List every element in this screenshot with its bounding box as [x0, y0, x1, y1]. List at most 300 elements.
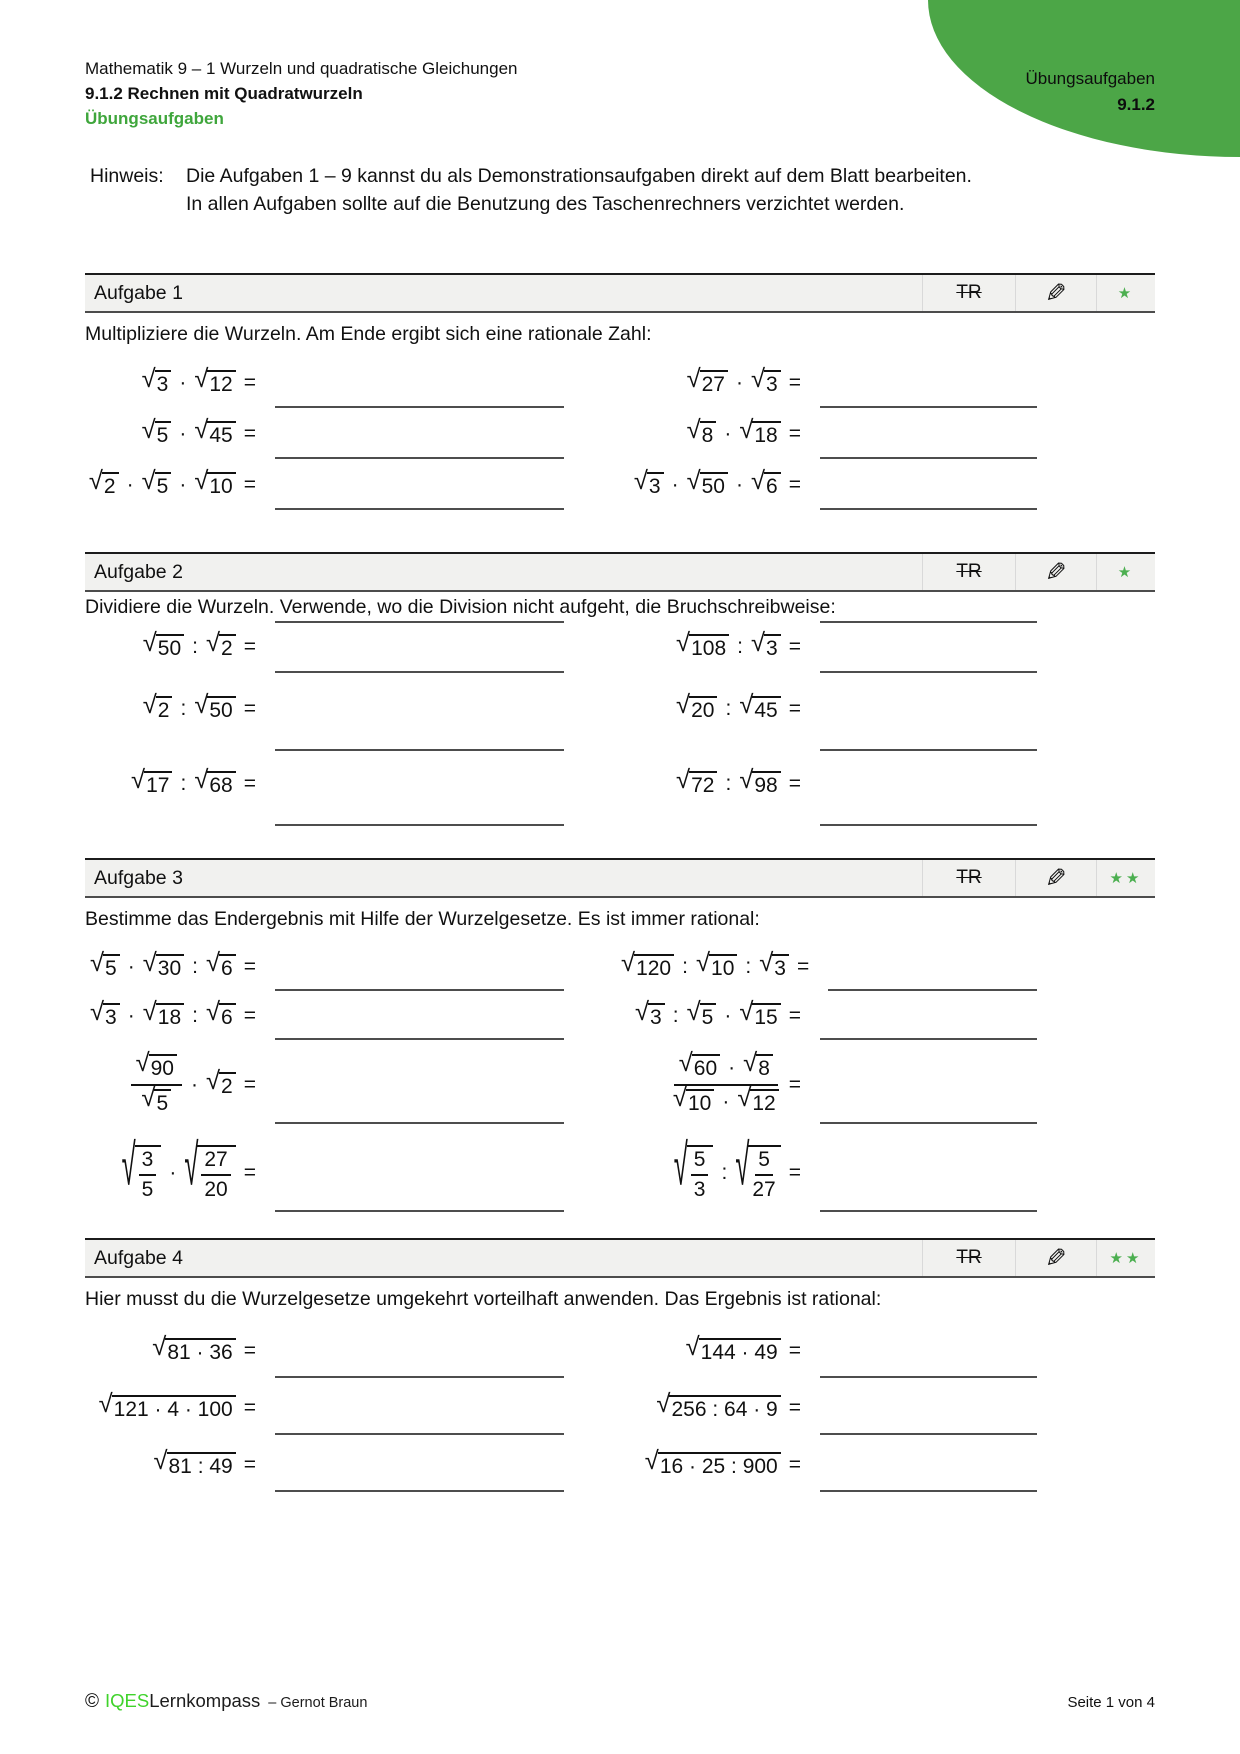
radicand: 50 — [700, 472, 728, 499]
math-expression — [620, 998, 808, 1030]
math-expression — [85, 1049, 263, 1115]
no-calculator-cell — [922, 554, 1015, 590]
section-aufgabe-1 — [85, 273, 1155, 511]
math-expression — [620, 628, 808, 661]
corner-badge-text — [1025, 66, 1155, 119]
fraction — [752, 1148, 775, 1201]
exercise-cell — [620, 747, 1155, 822]
answer-line — [820, 1490, 1037, 1492]
equals-sign: = — [788, 1004, 801, 1028]
math-expression — [620, 691, 808, 723]
math-expression — [85, 628, 263, 661]
math-expression — [620, 1333, 808, 1365]
operator-sign: : — [725, 697, 732, 721]
radical-icon: √ — [678, 1049, 693, 1078]
exercise-cell — [85, 622, 620, 672]
denominator: 3 — [693, 1177, 706, 1201]
sqrt-expression — [142, 998, 184, 1030]
math-expression — [85, 1134, 263, 1201]
exercise-row — [85, 460, 1155, 511]
sqrt-expression — [750, 365, 781, 397]
sqrt-expression — [672, 1084, 714, 1116]
exercise-row — [85, 747, 1155, 822]
radicand — [197, 1145, 235, 1201]
operator-sign: · — [735, 473, 743, 497]
radical-icon: √ — [739, 691, 754, 720]
radicand — [135, 1145, 162, 1201]
math-expression — [85, 691, 263, 723]
exercise-cell — [85, 460, 620, 511]
difficulty-cell — [1096, 554, 1155, 590]
operator-sign: · — [724, 1004, 732, 1028]
operator-sign: · — [724, 422, 732, 446]
radical-icon: √ — [153, 1447, 168, 1476]
radicand: 18 — [752, 421, 780, 448]
exercise-row — [85, 358, 1155, 409]
operator-sign: · — [127, 955, 135, 979]
radical-icon: √ — [142, 998, 157, 1027]
radical-icon: √ — [737, 1084, 752, 1112]
exercise-cell — [620, 1041, 1155, 1129]
equals-sign: = — [243, 1453, 256, 1477]
radicand: 3 — [764, 370, 781, 397]
numerator — [674, 1049, 778, 1086]
math-expression — [620, 766, 808, 798]
radicand: 81 : 49 — [167, 1452, 236, 1479]
math-expression — [620, 1049, 808, 1115]
answer-line — [275, 749, 564, 751]
pencil-icon: ✎ — [1045, 278, 1067, 308]
section-header-bar — [85, 858, 1155, 898]
equals-sign: = — [243, 1073, 256, 1096]
equals-sign: = — [243, 422, 256, 446]
radicand: 5 — [155, 472, 172, 499]
operator-sign: : — [180, 772, 187, 796]
radicand: 45 — [752, 696, 780, 723]
sqrt-expression — [152, 1333, 235, 1365]
sqrt-expression — [686, 467, 728, 499]
sqrt-expression — [737, 1084, 778, 1116]
calculator-forbidden-label: TR — [956, 867, 982, 888]
answer-line — [275, 457, 564, 459]
radicand: 2 — [219, 1072, 236, 1099]
radical-icon: √ — [141, 467, 156, 496]
fraction — [691, 1148, 709, 1201]
exercise-row — [85, 1323, 1155, 1380]
radicand: 18 — [156, 1003, 184, 1030]
exercise-cell — [85, 1323, 620, 1380]
math-expression — [85, 365, 263, 397]
equals-sign: = — [243, 955, 256, 979]
operator-sign: · — [735, 371, 743, 395]
radical-icon: √ — [685, 1333, 700, 1362]
sqrt-expression — [678, 1049, 720, 1081]
radicand: 10 — [709, 954, 737, 981]
equals-sign: = — [243, 371, 256, 395]
radicand: 20 — [689, 696, 717, 723]
math-expression — [85, 1447, 263, 1479]
sqrt-expression — [739, 766, 780, 798]
radical-icon: √ — [672, 1084, 687, 1112]
exercise-cell — [620, 358, 1155, 409]
operator-sign: · — [126, 473, 134, 497]
radicand: 5 — [155, 421, 172, 448]
equals-sign: = — [788, 422, 801, 446]
equals-sign: = — [243, 1004, 256, 1028]
radicand: 3 — [764, 634, 781, 661]
page-footer — [85, 1690, 1155, 1713]
answer-line — [275, 1490, 564, 1492]
radical-icon: √ — [695, 949, 711, 978]
radical-icon: √ — [656, 1390, 671, 1419]
equals-sign: = — [788, 1073, 801, 1096]
sqrt-expression — [194, 416, 235, 448]
radical-icon: √ — [686, 365, 701, 394]
hint-text-line2: In allen Aufgaben sollte auf die Benutzung des Taschenrechners verzichtet werden. — [186, 193, 905, 215]
radical-icon: √ — [676, 766, 691, 795]
radicand: 98 — [752, 771, 780, 798]
answer-line — [275, 1210, 564, 1212]
radicand: 3 — [648, 1003, 665, 1030]
sqrt-expression — [686, 365, 728, 397]
pencil-cell — [1015, 860, 1096, 896]
operator-sign: : — [721, 1161, 728, 1184]
math-expression — [85, 998, 263, 1030]
sqrt-expression — [676, 691, 717, 723]
equals-sign: = — [788, 1453, 801, 1477]
answer-line — [275, 824, 564, 826]
pencil-cell — [1015, 275, 1096, 311]
radicand: 120 — [634, 954, 674, 981]
answer-line — [820, 824, 1037, 826]
sqrt-expression — [194, 766, 235, 798]
answer-line — [828, 989, 1037, 991]
radicand: 121 · 4 · 100 — [112, 1395, 236, 1422]
exercise-cell — [620, 460, 1155, 511]
sqrt-expression — [194, 691, 235, 723]
exercise-cell — [85, 409, 620, 460]
no-calculator-cell — [922, 1240, 1015, 1276]
answer-line — [275, 1376, 564, 1378]
section-instruction: Hier musst du die Wurzelgesetze umgekehrt vorteilhaft anwenden. Das Ergebnis ist rational: — [85, 1288, 882, 1310]
radicand: 144 · 49 — [699, 1338, 781, 1365]
equals-sign: = — [788, 772, 801, 796]
section-title: Aufgabe 4 — [94, 1246, 183, 1269]
answer-line — [820, 1122, 1037, 1124]
section-title: Aufgabe 1 — [94, 281, 183, 304]
operator-sign: : — [725, 772, 732, 796]
radical-icon: √ — [739, 416, 754, 445]
section-aufgabe-3 — [85, 858, 1155, 1217]
difficulty-cell — [1096, 1240, 1155, 1276]
sqrt-expression — [739, 998, 780, 1030]
chapter-title: 9.1.2 Rechnen mit Quadratwurzeln — [85, 84, 363, 103]
exercise-rows — [85, 943, 1155, 1217]
math-expression — [620, 365, 808, 397]
author-name: – Gernot Braun — [268, 1695, 368, 1711]
numerator — [131, 1049, 182, 1086]
exercise-row — [85, 992, 1155, 1041]
sqrt-expression — [686, 416, 717, 448]
operator-sign: : — [737, 634, 743, 658]
denominator — [672, 1086, 780, 1116]
radicand: 10 — [207, 472, 235, 499]
sqrt-expression — [141, 365, 172, 397]
operator-sign: : — [682, 955, 688, 979]
exercise-rows — [85, 622, 1155, 822]
sqrt-expression — [750, 467, 781, 499]
radicand: 90 — [149, 1054, 177, 1081]
operator-sign: · — [728, 1055, 736, 1079]
sqrt-fraction-expression — [184, 1134, 235, 1201]
exercise-cell — [85, 747, 620, 822]
sqrt-expression — [131, 766, 172, 798]
sqrt-expression — [685, 1333, 781, 1365]
radical-icon: √ — [142, 949, 157, 978]
exercise-cell — [620, 943, 1155, 992]
radicand: 2 — [156, 696, 173, 723]
answer-line — [275, 989, 564, 991]
radicand: 6 — [219, 1003, 236, 1030]
difficulty-star-icon: ★ — [1117, 564, 1135, 581]
equals-sign: = — [243, 634, 256, 658]
sqrt-expression — [194, 365, 235, 397]
exercise-cell — [85, 358, 620, 409]
radical-icon: √ — [184, 1134, 199, 1198]
sqrt-expression — [676, 628, 729, 661]
exercise-cell — [620, 1129, 1155, 1217]
sqrt-expression — [644, 1447, 781, 1479]
answer-line — [820, 1376, 1037, 1378]
math-expression — [620, 1447, 808, 1479]
operator-sign: · — [671, 473, 679, 497]
section-header-bar — [85, 1238, 1155, 1278]
fraction — [672, 1049, 780, 1115]
radical-icon: √ — [135, 1049, 150, 1078]
radical-icon: √ — [142, 691, 157, 720]
section-title: Aufgabe 2 — [94, 560, 183, 583]
hint-text-line1: Die Aufgaben 1 – 9 kannst du als Demonstrationsaufgaben direkt auf dem Blatt bearbeiten. — [186, 165, 972, 187]
radical-icon: √ — [89, 998, 105, 1027]
radical-icon: √ — [121, 1134, 136, 1198]
sqrt-expression — [89, 998, 120, 1030]
math-expression — [85, 467, 263, 499]
sqrt-expression — [695, 949, 737, 981]
exercise-cell — [85, 1041, 620, 1129]
hint-text — [186, 162, 972, 218]
radicand: 2 — [102, 472, 119, 499]
sqrt-expression — [205, 1066, 236, 1099]
radical-icon: √ — [686, 467, 701, 496]
section-header-bar — [85, 273, 1155, 313]
radicand: 45 — [207, 421, 235, 448]
radicand: 3 — [772, 954, 789, 981]
radicand: 2 — [219, 634, 236, 661]
equals-sign: = — [788, 1339, 801, 1363]
radical-icon: √ — [142, 628, 157, 657]
badge-subject-label: Übungsaufgaben — [1025, 69, 1155, 88]
exercise-cell — [85, 992, 620, 1041]
radical-icon: √ — [634, 998, 650, 1027]
exercise-cell — [85, 672, 620, 747]
radical-icon: √ — [131, 766, 146, 795]
sqrt-fraction-expression — [673, 1134, 714, 1201]
sqrt-expression — [141, 1084, 171, 1116]
radical-icon: √ — [194, 691, 209, 720]
radical-icon: √ — [205, 1066, 221, 1095]
equals-sign: = — [243, 1339, 256, 1363]
sqrt-expression — [153, 1447, 235, 1479]
operator-sign: · — [190, 1073, 198, 1096]
answer-line — [275, 1122, 564, 1124]
radicand: 5 — [700, 1003, 717, 1030]
math-expression — [85, 949, 263, 981]
section-aufgabe-2 — [85, 552, 1155, 822]
answer-line — [275, 406, 564, 408]
equals-sign: = — [243, 1161, 256, 1184]
radicand: 17 — [144, 771, 172, 798]
fraction — [131, 1049, 182, 1115]
exercise-cell — [85, 943, 620, 992]
badge-chapter-number: 9.1.2 — [1117, 95, 1155, 115]
radicand: 3 — [647, 472, 664, 499]
radicand: 10 — [686, 1089, 714, 1116]
equals-sign: = — [796, 955, 810, 979]
sqrt-expression — [656, 1390, 780, 1422]
exercise-row — [85, 943, 1155, 992]
sqrt-expression — [141, 416, 172, 448]
section-instruction: Dividiere die Wurzeln. Verwende, wo die Division nicht aufgeht, die Bruchschreibweise: — [85, 596, 836, 618]
hint-note — [90, 162, 972, 218]
denominator: 20 — [204, 1177, 228, 1201]
exercise-row — [85, 1437, 1155, 1494]
difficulty-star-icon: ★ — [1117, 285, 1135, 302]
radical-icon: √ — [152, 1333, 167, 1362]
denominator — [140, 1086, 172, 1116]
radical-icon: √ — [673, 1134, 688, 1198]
operator-sign: · — [179, 371, 187, 395]
operator-sign: · — [169, 1161, 177, 1184]
pencil-icon: ✎ — [1045, 557, 1067, 587]
radical-icon: √ — [739, 766, 754, 795]
radical-icon: √ — [98, 1390, 113, 1419]
sqrt-expression — [743, 1049, 773, 1081]
fraction — [201, 1148, 230, 1201]
radical-icon: √ — [750, 365, 766, 394]
answer-line — [275, 1433, 564, 1435]
radical-icon: √ — [205, 949, 221, 978]
sqrt-expression — [205, 628, 236, 661]
exercise-cell — [620, 672, 1155, 747]
radicand: 60 — [692, 1054, 720, 1081]
operator-sign: : — [192, 1004, 198, 1028]
radicand: 50 — [207, 696, 235, 723]
radicand: 72 — [689, 771, 717, 798]
page-header — [85, 56, 518, 131]
radical-icon: √ — [205, 998, 221, 1027]
radical-icon: √ — [89, 949, 105, 978]
pencil-icon: ✎ — [1045, 863, 1067, 893]
radicand: 5 — [103, 954, 120, 981]
radicand: 12 — [207, 370, 235, 397]
sqrt-expression — [739, 691, 780, 723]
radical-icon: √ — [141, 365, 156, 394]
operator-sign: : — [180, 697, 187, 721]
radicand: 27 — [700, 370, 728, 397]
sqrt-expression — [686, 998, 717, 1030]
radicand — [748, 1145, 780, 1201]
answer-line — [820, 508, 1037, 510]
copyright-icon: © — [85, 1691, 99, 1712]
section-instruction: Multipliziere die Wurzeln. Am Ende ergibt sich eine rationale Zahl: — [85, 323, 652, 345]
operator-sign: · — [179, 473, 187, 497]
sqrt-expression — [205, 998, 236, 1030]
hint-label: Hinweis: — [90, 165, 164, 187]
equals-sign: = — [243, 1396, 256, 1420]
math-expression — [85, 766, 263, 798]
sqrt-expression — [194, 467, 235, 499]
exercise-row — [85, 409, 1155, 460]
radical-icon: √ — [750, 467, 766, 496]
exercise-rows — [85, 358, 1155, 511]
answer-line — [820, 1433, 1037, 1435]
sqrt-expression — [750, 628, 781, 661]
radical-icon: √ — [621, 949, 636, 978]
radicand: 6 — [219, 954, 236, 981]
radicand: 15 — [752, 1003, 780, 1030]
radicand: 3 — [103, 1003, 120, 1030]
sqrt-expression — [739, 416, 780, 448]
radical-icon: √ — [194, 766, 209, 795]
exercise-cell — [620, 1437, 1155, 1494]
brand-iqes: IQES — [105, 1690, 150, 1711]
radicand: 3 — [155, 370, 172, 397]
sqrt-expression — [759, 949, 789, 981]
operator-sign: · — [722, 1090, 730, 1114]
answer-line — [820, 406, 1037, 408]
radicand: 30 — [156, 954, 184, 981]
pencil-cell — [1015, 554, 1096, 590]
calculator-forbidden-label: TR — [956, 282, 982, 303]
exercise-cell — [620, 409, 1155, 460]
sqrt-expression — [633, 467, 664, 499]
radicand: 50 — [156, 634, 184, 661]
radicand: 8 — [700, 421, 717, 448]
pencil-icon: ✎ — [1045, 1243, 1067, 1273]
exercise-row — [85, 672, 1155, 747]
radicand: 5 — [154, 1089, 171, 1116]
section-title: Aufgabe 3 — [94, 866, 183, 889]
section-instruction: Bestimme das Endergebnis mit Hilfe der Wurzelgesetze. Es ist immer rational: — [85, 908, 760, 930]
radical-icon: √ — [739, 998, 754, 1027]
equals-sign: = — [788, 1161, 801, 1184]
operator-sign: · — [127, 1004, 135, 1028]
answer-line — [820, 457, 1037, 459]
exercise-cell — [620, 1380, 1155, 1437]
radical-icon: √ — [205, 628, 221, 657]
radicand: 108 — [689, 634, 729, 661]
equals-sign: = — [788, 371, 801, 395]
difficulty-cell — [1096, 860, 1155, 896]
answer-line — [820, 671, 1037, 673]
section-aufgabe-4 — [85, 1238, 1155, 1494]
sqrt-expression — [135, 1049, 177, 1081]
answer-line — [820, 1210, 1037, 1212]
radical-icon: √ — [743, 1049, 758, 1078]
equals-sign: = — [243, 772, 256, 796]
exercise-cell — [620, 622, 1155, 672]
operator-sign: : — [192, 955, 198, 979]
